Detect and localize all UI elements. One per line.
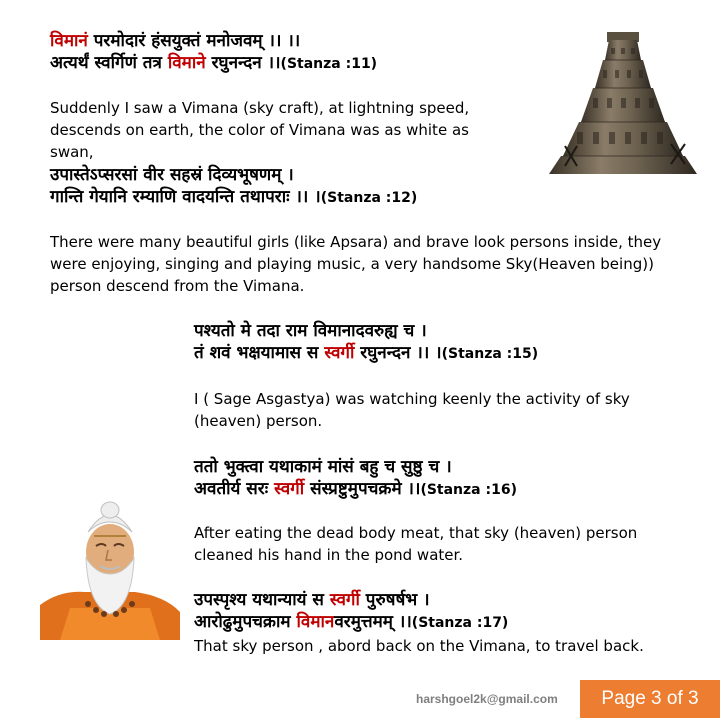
highlighted-word: विमानं [50,31,88,51]
stanza-11-line-1 [50,30,377,52]
verse-text: तं शवं भक्षयामास स [194,343,325,363]
stanza-15-line-1 [194,320,538,342]
sage-agastya-illustration [40,500,180,640]
verse-text: परमोदारं हंसयुक्तं मनोजवम् ।। ।। [87,31,301,51]
stanza-15 [194,320,538,365]
stanza-12 [50,164,417,209]
verse-text: उपस्पृश्य यथान्यायं स [194,590,330,610]
verse-text: आरोढुमुपचक्राम [194,612,297,632]
verse-text: गान्ति गेयानि रम्याणि वादयन्ति तथापराः ।। । [50,187,321,207]
translation-stanza-16: After eating the dead body meat, that sky (heaven) person cleaned his hand in the pond water. [194,524,638,564]
verse-text: वरमुत्तमम् ।। [334,612,412,632]
stanza-16 [194,456,517,501]
highlighted-word: स्वर्गी [329,590,360,610]
verse-text: संस्प्रष्टुमुपचक्रमे ।। [304,479,421,499]
stanza-16-line-1 [194,456,517,478]
verse-text: ततो भुक्त्वा यथाकामं मांसं बहु च सुष्ठु च । [194,457,452,477]
translation-stanza-11: Suddenly I saw a Vimana (sky craft), at lightning speed, descends on earth, the color of Vimana was as white as swan, [50,99,470,161]
footer-email: harshgoel2k@gmail.com [416,692,558,706]
stanza-11-tag: (Stanza :11) [280,56,378,72]
verse-text: उपास्तेऽप्सरसां वीर सहस्रं दिव्यभूषणम् । [50,165,294,185]
stanza-17-tag: (Stanza :17) [411,615,509,631]
stanza-16-line-2 [194,478,517,501]
verse-text: रघुनन्दन ।। । [354,343,442,363]
highlighted-word: विमान [296,612,335,632]
verse-text: रघुनन्दन ।। [205,53,281,73]
page-number-badge: Page 3 of 3 [580,680,720,718]
stanza-12-tag: (Stanza :12) [320,190,418,206]
stanza-11-line-2 [50,52,377,75]
verse-text: अत्यर्थं स्वर्गिणं तत्र [50,53,168,73]
verse-text: अवतीर्य सरः [194,479,275,499]
verse-text: पुरुषर्षभ । [359,590,430,610]
stanza-17 [194,589,508,634]
stanza-15-tag: (Stanza :15) [441,346,539,362]
stanza-12-line-2 [50,186,417,209]
translation-stanza-15: I ( Sage Asgastya) was watching keenly the activity of sky (heaven) person. [194,390,630,430]
stanza-12-line-1 [50,164,417,186]
stanza-17-line-1 [194,589,508,611]
highlighted-word: विमाने [167,53,206,73]
translation-stanza-12: There were many beautiful girls (like Apsara) and brave look persons inside, they were enjoying, singing and playing music, a very handsome Sky(Heaven being)) person descend from the Vimana. [50,233,662,295]
translation-stanza-17: That sky person , abord back on the Vimana, to travel back. [194,637,644,655]
vimana-illustration [537,26,709,186]
stanza-16-tag: (Stanza :16) [420,482,517,498]
stanza-15-line-2 [194,342,538,365]
stanza-17-line-2 [194,611,508,634]
verse-text: पश्यतो मे तदा राम विमानादवरुह्य च । [194,321,427,341]
highlighted-word: स्वर्गी [274,479,305,499]
stanza-11 [50,30,377,75]
highlighted-word: स्वर्गी [324,343,355,363]
